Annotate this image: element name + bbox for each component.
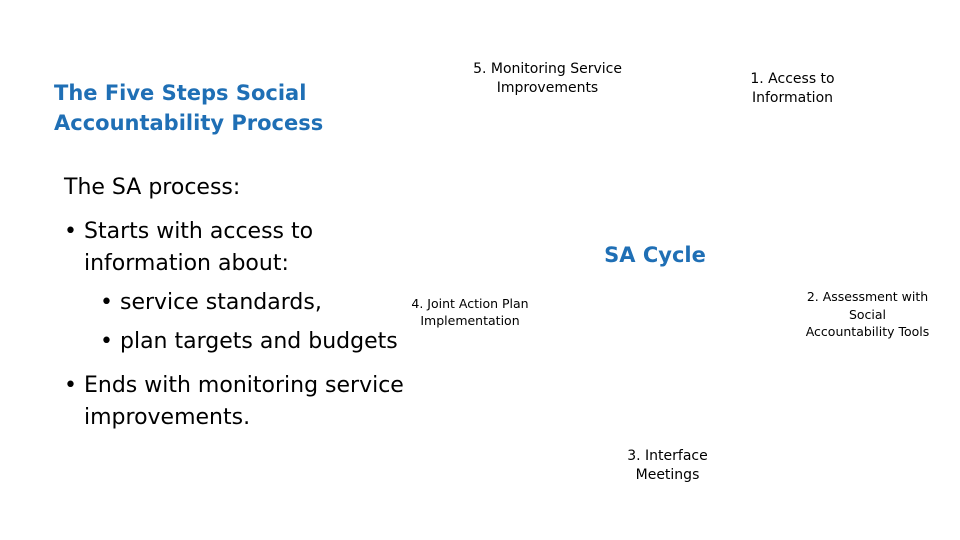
bullet-monitoring bbox=[64, 370, 424, 434]
cycle-step-5: 5. Monitoring Service Improvements bbox=[473, 61, 622, 96]
slide-title: The Five Steps Social Accountability Process bbox=[54, 81, 324, 135]
sub-bullet-targets-text: plan targets and budgets bbox=[120, 329, 398, 354]
bullet-access bbox=[64, 216, 404, 280]
sub-bullet-targets bbox=[100, 326, 398, 358]
bullet-marker: • bbox=[64, 373, 77, 398]
bullet-marker: • bbox=[64, 219, 77, 244]
bullet-marker: • bbox=[100, 329, 113, 354]
cycle-step-2: 2. Assessment with Social Accountability Tools bbox=[805, 289, 930, 339]
intro-text: The SA process: bbox=[64, 175, 241, 200]
sub-bullet-standards bbox=[100, 287, 322, 319]
bullet-marker: • bbox=[100, 290, 113, 315]
cycle-step-1: 1. Access to Information bbox=[750, 71, 835, 106]
bullet-access-text: Starts with access to information about: bbox=[84, 219, 314, 276]
cycle-label: SA Cycle bbox=[604, 243, 706, 267]
bullet-monitoring-text: Ends with monitoring service improvements. bbox=[84, 373, 404, 430]
cycle-step-3: 3. Interface Meetings bbox=[627, 448, 708, 483]
cycle-step-4: 4. Joint Action Plan Implementation bbox=[411, 296, 529, 328]
sub-bullet-standards-text: service standards, bbox=[120, 290, 322, 315]
